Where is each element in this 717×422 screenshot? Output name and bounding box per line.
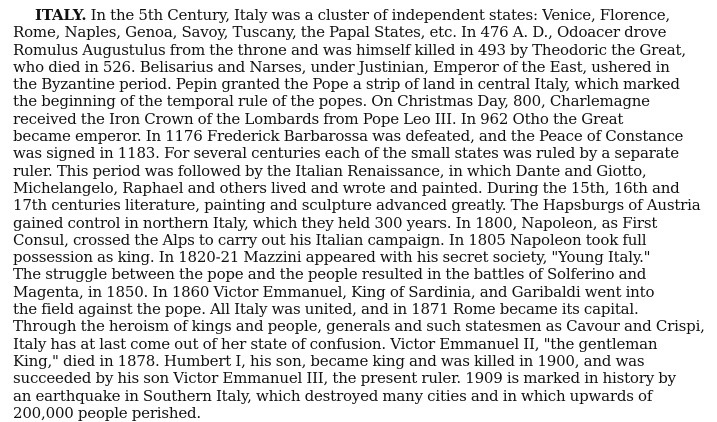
text-line-23: an earthquake in Southern Italy, which destroyed many cities and in which upwards of [13,386,653,405]
text-line-16: The struggle between the pope and the people resulted in the battles of Solferino and [13,265,647,284]
text-line-9: was signed in 1183. For several centuries each of the small states was ruled by a separate [13,144,679,163]
text-line-15: possession as king. In 1820-21 Mazzini appeared with his secret society, "Young Italy." [13,248,651,267]
text-line-13: gained control in northern Italy, which they held 300 years. In 1800, Napoleon, as First [13,213,658,232]
text-line-19: Through the heroism of kings and people, generals and such statesmen as Cavour and Crispi, [13,317,705,336]
headword: ITALY. [35,6,87,24]
line-text: In the 5th Century, Italy was a cluster of independent states: Venice, Florence, [90,6,670,24]
text-line-10: ruler. This period was followed by the Italian Renaissance, in which Dante and Giotto, [13,161,647,180]
encyclopedia-entry [13,7,709,422]
text-line-18: the field against the pope. All Italy was united, and in 1871 Rome became its capital. [13,300,639,319]
text-line-14: Consul, crossed the Alps to carry out his Italian campaign. In 1805 Napoleon took full [13,230,647,249]
text-line-6: the beginning of the temporal rule of the popes. On Christmas Day, 800, Charlemagne [13,92,650,111]
text-line-12: 17th centuries literature, painting and sculpture advanced greatly. The Hapsburgs of Austria [13,196,701,215]
text-line-5: the Byzantine period. Pepin granted the Pope a strip of land in central Italy, which marked [13,75,680,94]
text-line-17: Magenta, in 1850. In 1860 Victor Emmanuel, King of Sardinia, and Garibaldi went into [13,282,655,301]
text-line-20: Italy has at last come out of her state of confusion. Victor Emmanuel II, "the gentleman [13,334,658,353]
text-line-22: succeeded by his son Victor Emmanuel III, the present ruler. 1909 is marked in history by [13,369,676,388]
text-line-7: received the Iron Crown of the Lombards from Pope Leo III. In 962 Otho the Great [13,109,624,128]
text-line-11: Michelangelo, Raphael and others lived and wrote and painted. During the 15th, 16th and [13,178,680,197]
text-line-4: who died in 526. Belisarius and Narses, under Justinian, Emperor of the East, ushered in [13,57,670,76]
text-line-1 [13,7,709,24]
text-line-3: Romulus Augustulus from the throne and was himself killed in 493 by Theodoric the Great, [13,40,686,59]
text-line-21: King," died in 1878. Humbert I, his son, became king and was killed in 1900, and was [13,351,645,370]
text-line-2: Rome, Naples, Genoa, Savoy, Tuscany, the Papal States, etc. In 476 A. D., Odoacer drove [13,23,667,42]
text-line-24: 200,000 people perished. [13,403,202,422]
text-line-8: became emperor. In 1176 Frederick Barbarossa was defeated, and the Peace of Constance [13,127,684,146]
